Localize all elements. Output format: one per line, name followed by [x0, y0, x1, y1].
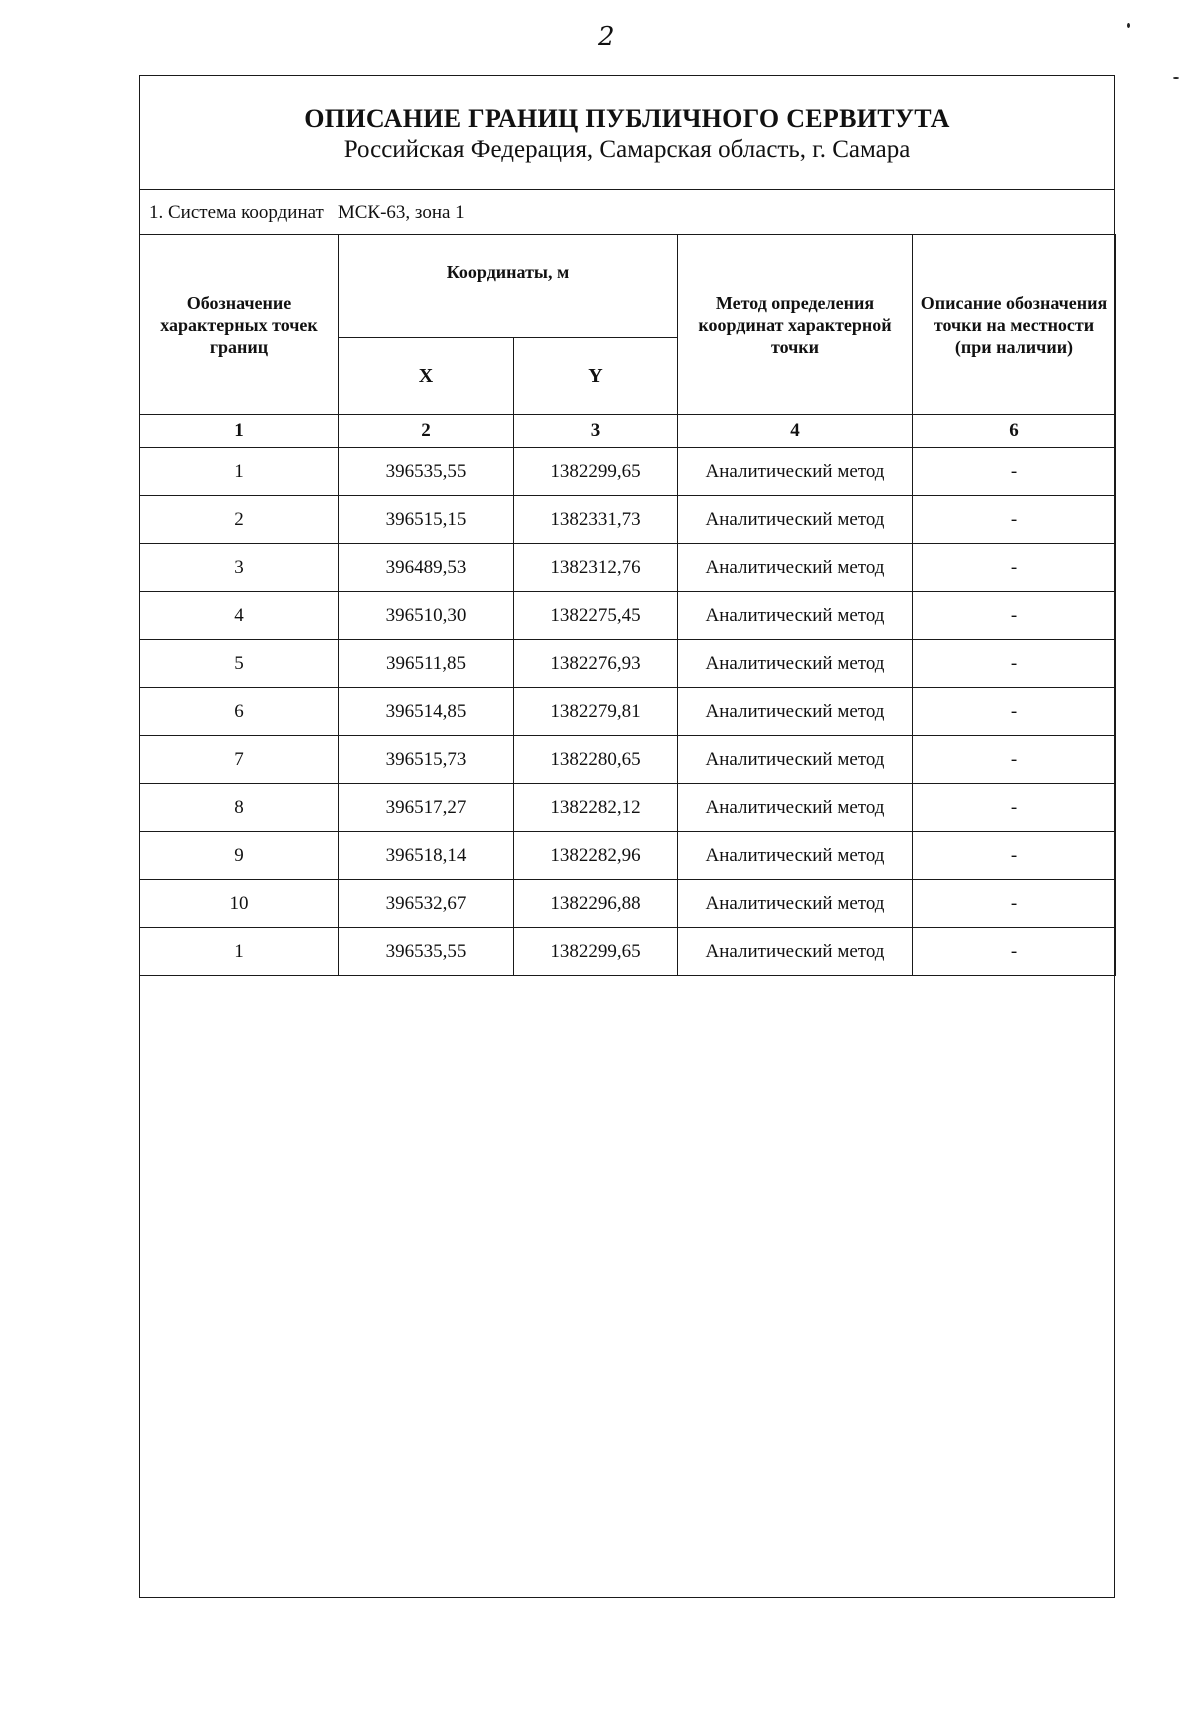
method-cell: Аналитический метод	[678, 640, 913, 688]
table-row	[140, 928, 1116, 976]
y-coordinate-cell: 1382331,73	[514, 496, 678, 544]
x-coordinate-cell: 396532,67	[339, 880, 514, 928]
header-y: Y	[514, 338, 678, 415]
header-x: X	[339, 338, 514, 415]
y-coordinate-cell: 1382279,81	[514, 688, 678, 736]
description-cell: -	[913, 832, 1116, 880]
x-coordinate-cell: 396535,55	[339, 448, 514, 496]
header-coordinates: Координаты, м	[339, 235, 678, 338]
column-numbers-row	[140, 415, 1116, 448]
method-cell: Аналитический метод	[678, 736, 913, 784]
point-number-cell: 9	[140, 832, 339, 880]
column-number: 6	[913, 415, 1116, 448]
x-coordinate-cell: 396510,30	[339, 592, 514, 640]
y-coordinate-cell: 1382282,12	[514, 784, 678, 832]
table-row	[140, 496, 1116, 544]
table-row	[140, 544, 1116, 592]
y-coordinate-cell: 1382276,93	[514, 640, 678, 688]
method-cell: Аналитический метод	[678, 688, 913, 736]
method-cell: Аналитический метод	[678, 448, 913, 496]
y-coordinate-cell: 1382282,96	[514, 832, 678, 880]
x-coordinate-cell: 396518,14	[339, 832, 514, 880]
x-coordinate-cell: 396511,85	[339, 640, 514, 688]
description-cell: -	[913, 592, 1116, 640]
coordinate-system-value: МСК-63, зона 1	[337, 202, 465, 223]
point-number-cell: 8	[140, 784, 339, 832]
description-cell: -	[913, 688, 1116, 736]
point-number-cell: 3	[140, 544, 339, 592]
y-coordinate-cell: 1382299,65	[514, 928, 678, 976]
description-cell: -	[913, 736, 1116, 784]
description-cell: -	[913, 448, 1116, 496]
point-number-cell: 1	[140, 448, 339, 496]
table-row	[140, 784, 1116, 832]
point-number-cell: 5	[140, 640, 339, 688]
point-number-cell: 4	[140, 592, 339, 640]
document-frame	[139, 75, 1115, 1598]
point-number-cell: 1	[140, 928, 339, 976]
method-cell: Аналитический метод	[678, 832, 913, 880]
column-number: 4	[678, 415, 913, 448]
method-cell: Аналитический метод	[678, 880, 913, 928]
coordinate-system-label: 1. Система координат	[149, 202, 324, 223]
document-subtitle: Российская Федерация, Самарская область, г. Самара	[343, 136, 911, 163]
point-number-cell: 10	[140, 880, 339, 928]
title-block	[140, 76, 1114, 190]
description-cell: -	[913, 640, 1116, 688]
column-number: 3	[514, 415, 678, 448]
y-coordinate-cell: 1382280,65	[514, 736, 678, 784]
point-number-cell: 7	[140, 736, 339, 784]
y-coordinate-cell: 1382299,65	[514, 448, 678, 496]
method-cell: Аналитический метод	[678, 544, 913, 592]
y-coordinate-cell: 1382296,88	[514, 880, 678, 928]
scan-speck	[1127, 23, 1130, 28]
x-coordinate-cell: 396515,73	[339, 736, 514, 784]
table-row	[140, 448, 1116, 496]
description-cell: -	[913, 544, 1116, 592]
point-number-cell: 6	[140, 688, 339, 736]
page-number: 2	[598, 22, 615, 52]
table-row	[140, 592, 1116, 640]
point-number-cell: 2	[140, 496, 339, 544]
x-coordinate-cell: 396535,55	[339, 928, 514, 976]
header-description: Описание обозначения точки на местности (при наличии)	[913, 235, 1116, 415]
method-cell: Аналитический метод	[678, 496, 913, 544]
description-cell: -	[913, 880, 1116, 928]
table-row	[140, 640, 1116, 688]
table-row	[140, 688, 1116, 736]
method-cell: Аналитический метод	[678, 784, 913, 832]
scan-speck	[1173, 77, 1179, 79]
table-row	[140, 736, 1116, 784]
boundary-points-table	[139, 234, 1116, 976]
header-point-designation: Обозначение характерных точек границ	[140, 235, 339, 415]
column-number: 2	[339, 415, 514, 448]
x-coordinate-cell: 396514,85	[339, 688, 514, 736]
y-coordinate-cell: 1382312,76	[514, 544, 678, 592]
table-row	[140, 832, 1116, 880]
coordinate-system-line	[140, 190, 1114, 235]
x-coordinate-cell: 396489,53	[339, 544, 514, 592]
method-cell: Аналитический метод	[678, 592, 913, 640]
description-cell: -	[913, 928, 1116, 976]
x-coordinate-cell: 396515,15	[339, 496, 514, 544]
document-title: ОПИСАНИЕ ГРАНИЦ ПУБЛИЧНОГО СЕРВИТУТА	[304, 104, 950, 133]
table-row	[140, 880, 1116, 928]
header-method: Метод определения координат характерной точки	[678, 235, 913, 415]
y-coordinate-cell: 1382275,45	[514, 592, 678, 640]
column-number: 1	[140, 415, 339, 448]
description-cell: -	[913, 784, 1116, 832]
description-cell: -	[913, 496, 1116, 544]
method-cell: Аналитический метод	[678, 928, 913, 976]
x-coordinate-cell: 396517,27	[339, 784, 514, 832]
